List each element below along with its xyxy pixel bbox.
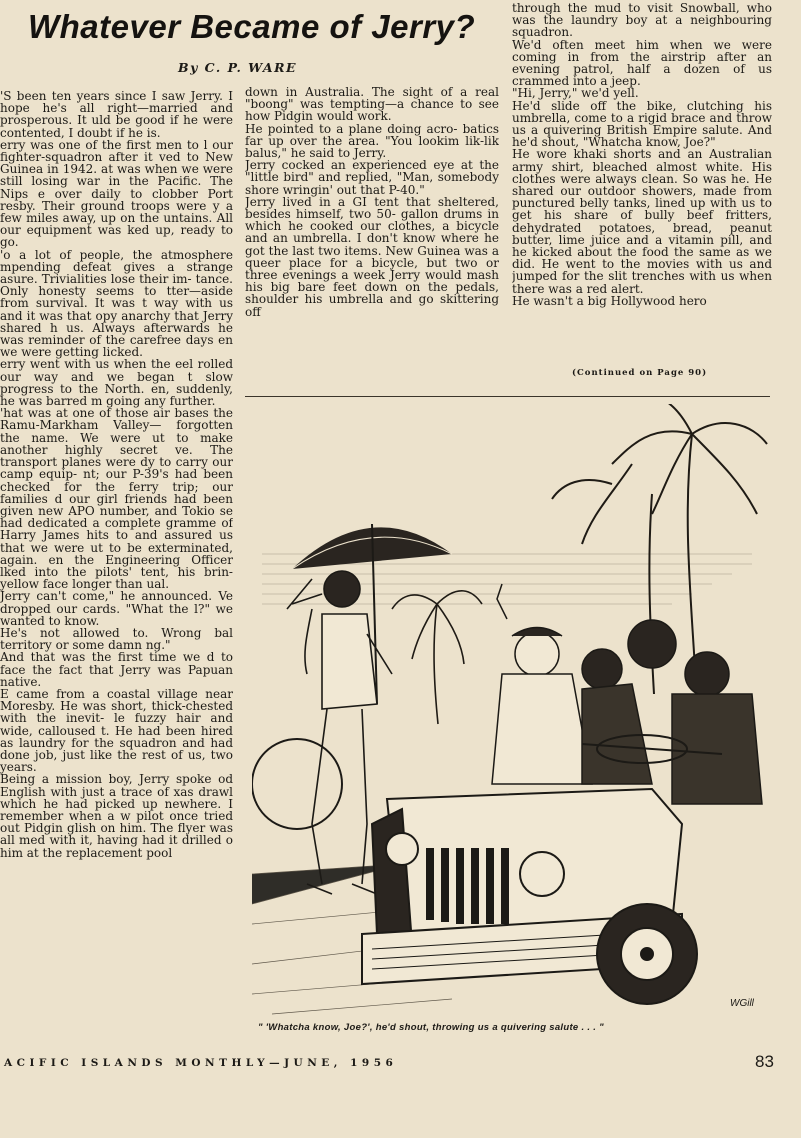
paragraph: Being a mission boy, Jerry spoke od English with just a trace of xas drawl which he had picked up newhere. I remember when a w pilot once tried out Pidgin glish on him. The flyer was all med with it, having had it drilled o him at the replacement pool — [0, 772, 233, 860]
paragraph: Jerry lived in a GI tent that sheltered, besides himself, two 50- gallon drums in which he cooked our clothes, a bicycle and an umbrella. I don't know where he got the last two items. New Guinea was a queer place for a bicycle, but two or three evenings a week Jerry would mash his big bare feet down on the pedals, shoulder his umbrella and go skittering off — [245, 194, 499, 319]
paragraph: And that was the first time we d to face the fact that Jerry was Papuan native. — [0, 650, 233, 689]
page-number: 83 — [755, 1052, 774, 1071]
artist-signature: WGill — [730, 998, 754, 1009]
continued-note: (Continued on Page 90) — [572, 368, 708, 378]
paragraph: 'o a lot of people, the atmosphere mpending defeat gives a strange asure. Trivialities lose their im- tance. Only honesty seems to tter—aside from survival. It was t way with us and it was that opy anarchy that Jerry shared h us. Always afterwards he was reminder of the carefree days en we were getting licked. — [0, 247, 233, 360]
paragraph: 'hat was at one of those air bases the Ramu-Markham Valley— forgotten the name. We were ut to make another highly secret ve. The transport planes were dy to carry our camp equip- nt; our P-39's had been checked for the ferry trip; our families d our girl friends had been given new APO number, and Tokio se had dedicated a complete gramme of Harry James hits to and assured us that we were ut to be exterminated, again. en the Engineering Officer lked into the pilots' tent, his brin-yellow face longer than ual. — [0, 406, 233, 592]
column-middle — [245, 86, 499, 386]
paragraph: He's not allowed to. Wrong bal territory or some damn ng." — [0, 625, 233, 653]
article-byline: By C. P. WARE — [178, 60, 297, 75]
paragraph: 'S been ten years since I saw Jerry. I hope he's all right—married and prosperous. It uld be good if he were contented, I doubt if he is. — [0, 90, 233, 140]
paragraph: He'd slide off the bike, clutching his umbrella, come to a rigid brace and throw us a quivering British Empire salute. And he'd shout, "Whatcha know, Joe?" — [512, 98, 772, 150]
paragraph: erry was one of the first men to l our fighter-squadron after it ved to New Guinea in 1942. at was when we were still losing war in the Pacific. The Nips e over daily to clobber Port resby. Their ground troops were y a few miles away, up on the untains. All our equipment was ked up, ready to go. — [0, 137, 233, 250]
illustration — [252, 404, 770, 1016]
illustration-caption: " 'Whatcha know, Joe?', he'd shout, throwing us a quivering salute . . . " — [258, 1022, 604, 1033]
paragraph: We'd often meet him when we were coming in from the airstrip after an evening patrol, half a dozen of us crammed into a jeep. — [512, 37, 772, 89]
divider — [245, 396, 770, 397]
paragraph: He wore khaki shorts and an Australian army shirt, bleached almost white. His clothes were always clean. So was he. He shared our outdoor showers, made from punctured belly tanks, lined up with us to get his share of bully beef fritters, dehydrated potatoes, bread, peanut butter, lime juice and a vitamin pill, and he kicked about the food the same as we did. He went to the movies with us and jumped for the slit trenches with us when there was a red alert. — [512, 147, 772, 296]
footer-publication: ACIFIC ISLANDS MONTHLY—JUNE, 1956 — [4, 1057, 398, 1069]
paragraph: "Hi, Jerry," we'd yell. — [512, 86, 639, 101]
column-right — [512, 2, 772, 387]
paragraph: down in Australia. The sight of a real "boong" was tempting—a chance to see how Pidgin would work. — [245, 86, 499, 124]
paragraph: He wasn't a big Hollywood hero — [512, 293, 707, 308]
paragraph: Jerry cocked an experienced eye at the "little bird" and replied, "Man, somebody shore wringin' out that P-40." — [245, 158, 499, 197]
paragraph: erry went with us when the eel rolled our way and we began t slow progress to the North. en, suddenly, he was barred m going any further. — [0, 357, 233, 409]
paragraph: through the mud to visit Snowball, who was the laundry boy at a neighbouring squadron. — [512, 2, 772, 40]
paragraph: Jerry can't come," he announced. Ve dropped our cards. "What the l?" we wanted to know. — [0, 589, 233, 628]
column-left — [0, 90, 233, 1040]
paragraph: He pointed to a plane doing acro- batics far up over the area. "You lookim lik-lik balus," he said to Jerry. — [245, 121, 499, 161]
paragraph: E came from a coastal village near Moresby. He was short, thick-chested with the inevit- le fuzzy hair and wide, calloused t. He had been hired as laundry for the squadron and had done job, just like the rest of us, two years. — [0, 686, 233, 775]
article-title: Whatever Became of Jerry? — [28, 8, 476, 45]
